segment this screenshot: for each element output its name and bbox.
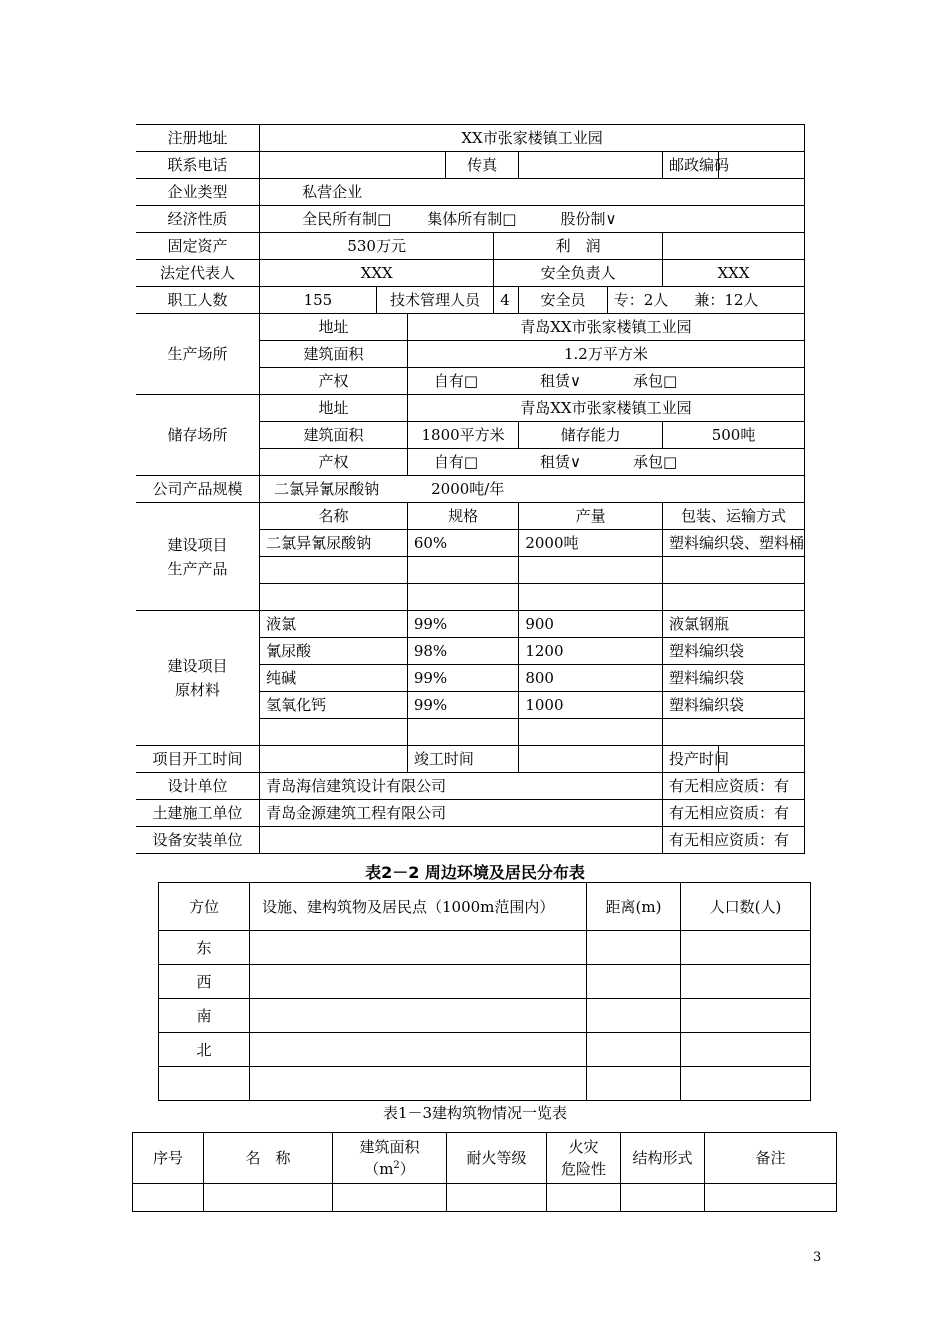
enterprise-info-table: [136, 124, 805, 854]
empty-cell: [519, 719, 663, 746]
material-spec: 99%: [407, 692, 519, 719]
staff-label: 职工人数: [136, 287, 260, 314]
col-area-header: [333, 1133, 447, 1184]
safety-head-label: 安全负责人: [494, 260, 663, 287]
install-qualification: 有无相应资质：有: [663, 827, 805, 854]
empty-cell: [133, 1184, 204, 1212]
fax-value: [519, 152, 663, 179]
legal-rep-value: XXX: [260, 260, 494, 287]
operation-time-value: [719, 746, 805, 773]
col-no-header: 序号: [133, 1133, 204, 1184]
col-area-unit: （m: [364, 1160, 394, 1178]
empty-cell: [407, 584, 519, 611]
empty-cell: [663, 557, 805, 584]
fax-label: 传真: [446, 152, 519, 179]
storage-property-label: 产权: [260, 449, 408, 476]
install-label: 设备安装单位: [136, 827, 260, 854]
col-output-header: 产量: [519, 503, 663, 530]
prod-lease: 租赁∨: [540, 372, 581, 390]
profit-label: 利 润: [494, 233, 663, 260]
material-amount: 900: [519, 611, 663, 638]
buildings-table: [132, 1132, 837, 1212]
prod-site-label: 生产场所: [136, 314, 260, 395]
finish-time-value: [519, 746, 663, 773]
empty-cell: [587, 931, 681, 965]
empty-cell: [663, 719, 805, 746]
prod-address-label: 地址: [260, 314, 408, 341]
empty-cell: [519, 584, 663, 611]
safety-head-value: XXX: [663, 260, 805, 287]
col-name-header: 名称: [260, 503, 408, 530]
prod-own: 自有□: [433, 372, 478, 390]
material-name: 纯碱: [260, 665, 408, 692]
install-unit: [260, 827, 663, 854]
company-type-label: 企业类型: [136, 179, 260, 206]
phone-value: [260, 152, 446, 179]
storage-own: 自有□: [433, 453, 478, 471]
col-distance-header: 距离(m): [587, 883, 681, 931]
material-amount: 800: [519, 665, 663, 692]
empty-cell: [705, 1184, 837, 1212]
product-output: 2000吨: [519, 530, 663, 557]
econ-option-state: 全民所有制□: [302, 210, 392, 228]
col-hazard-line2: 危险性: [560, 1160, 606, 1178]
postcode-label: 邮政编码: [663, 152, 719, 179]
products-label-line1: 建设项目: [167, 535, 228, 554]
col-structure-header: 结构形式: [621, 1133, 705, 1184]
page-number: 3: [813, 1250, 822, 1265]
scale-product: 二氯异氰尿酸钠: [274, 480, 380, 498]
design-unit: 青岛海信建筑设计有限公司: [260, 773, 663, 800]
phone-label: 联系电话: [136, 152, 260, 179]
start-time-label: 项目开工时间: [136, 746, 260, 773]
empty-cell: [250, 999, 587, 1033]
storage-address-value: 青岛XX市张家楼镇工业园: [407, 395, 804, 422]
prod-property-label: 产权: [260, 368, 408, 395]
operation-time-label: 投产时间: [663, 746, 719, 773]
col-area-close: ）: [399, 1160, 415, 1178]
empty-cell: [407, 719, 519, 746]
col-pack-header: 包装、运输方式: [663, 503, 805, 530]
material-amount: 1000: [519, 692, 663, 719]
empty-cell: [587, 999, 681, 1033]
materials-label-line2: 原材料: [175, 681, 221, 699]
material-amount: 1200: [519, 638, 663, 665]
tech-mgmt-label: 技术管理人员: [376, 287, 494, 314]
empty-cell: [681, 1067, 811, 1101]
storage-site-label: 储存场所: [136, 395, 260, 476]
empty-cell: [250, 931, 587, 965]
civil-qualification: 有无相应资质：有: [663, 800, 805, 827]
col-population-header: 人口数(人): [681, 883, 811, 931]
storage-capacity-value: 500吨: [663, 422, 805, 449]
direction-south: 南: [159, 999, 250, 1033]
product-name: 二氯异氰尿酸钠: [260, 530, 408, 557]
legal-rep-label: 法定代表人: [136, 260, 260, 287]
empty-cell: [621, 1184, 705, 1212]
econ-option-collective: 集体所有制□: [427, 210, 517, 228]
profit-value: [663, 233, 805, 260]
material-name: 液氯: [260, 611, 408, 638]
econ-nature-options: [260, 206, 805, 233]
material-name: 氢氧化钙: [260, 692, 408, 719]
materials-label: [136, 611, 260, 746]
col-area-sup: 2: [393, 1160, 400, 1171]
scale-amount: 2000吨/年: [431, 480, 505, 498]
storage-address-label: 地址: [260, 395, 408, 422]
col-spec-header: 规格: [407, 503, 519, 530]
products-label: [136, 503, 260, 611]
empty-cell: [547, 1184, 621, 1212]
material-pack: 塑料编织袋: [663, 692, 805, 719]
material-pack: 塑料编织袋: [663, 638, 805, 665]
table2-caption: 表2－2 周边环境及居民分布表: [365, 863, 585, 882]
storage-lease: 租赁∨: [540, 453, 581, 471]
postcode-value: [719, 152, 805, 179]
material-name: 氰尿酸: [260, 638, 408, 665]
storage-property-options: [407, 449, 804, 476]
safety-part-time: 兼：12人: [694, 291, 759, 309]
company-type-value: 私营企业: [260, 179, 805, 206]
empty-cell: [260, 584, 408, 611]
prod-area-label: 建筑面积: [260, 341, 408, 368]
material-spec: 98%: [407, 638, 519, 665]
material-pack: 塑料编织袋: [663, 665, 805, 692]
reg-address-label: 注册地址: [136, 125, 260, 152]
econ-option-share: 股份制∨: [560, 210, 617, 228]
empty-cell: [663, 584, 805, 611]
safety-officer-label: 安全员: [519, 287, 607, 314]
storage-contract: 承包□: [632, 453, 678, 471]
start-time-value: [260, 746, 408, 773]
civil-label: 土建施工单位: [136, 800, 260, 827]
empty-cell: [260, 719, 408, 746]
empty-cell: [250, 1033, 587, 1067]
storage-area-label: 建筑面积: [260, 422, 408, 449]
empty-cell: [681, 1033, 811, 1067]
empty-cell: [681, 965, 811, 999]
empty-cell: [587, 1033, 681, 1067]
material-spec: 99%: [407, 611, 519, 638]
col-name-header: 名 称: [204, 1133, 333, 1184]
scale-label: 公司产品规模: [136, 476, 260, 503]
staff-count: 155: [260, 287, 377, 314]
material-pack: 液氯钢瓶: [663, 611, 805, 638]
scale-value: [260, 476, 805, 503]
safety-officer-value: [607, 287, 804, 314]
products-label-line2: 生产产品: [167, 559, 228, 578]
reg-address-value: XX市张家楼镇工业园: [260, 125, 805, 152]
table3-caption: 表1－3建构筑物情况一览表: [382, 1104, 568, 1122]
prod-contract: 承包□: [632, 372, 678, 390]
product-pack: 塑料编织袋、塑料桶: [663, 530, 805, 557]
empty-cell: [260, 557, 408, 584]
empty-cell: [407, 557, 519, 584]
prod-area-value: 1.2万平方米: [407, 341, 804, 368]
direction-north: 北: [159, 1033, 250, 1067]
direction-east: 东: [159, 931, 250, 965]
fixed-assets-label: 固定资产: [136, 233, 260, 260]
surroundings-table: [158, 882, 811, 1101]
col-fire-header: 耐火等级: [447, 1133, 547, 1184]
empty-cell: [519, 557, 663, 584]
safety-full-time: 专：2人: [613, 291, 669, 309]
storage-area-value: 1800平方米: [407, 422, 519, 449]
col-hazard-header: [547, 1133, 621, 1184]
empty-cell: [159, 1067, 250, 1101]
storage-capacity-label: 储存能力: [519, 422, 663, 449]
empty-cell: [587, 1067, 681, 1101]
finish-time-label: 竣工时间: [407, 746, 519, 773]
empty-cell: [587, 965, 681, 999]
empty-cell: [447, 1184, 547, 1212]
econ-nature-label: 经济性质: [136, 206, 260, 233]
col-note-header: 备注: [705, 1133, 837, 1184]
material-spec: 99%: [407, 665, 519, 692]
col-hazard-line1: 火灾: [568, 1138, 599, 1156]
empty-cell: [333, 1184, 447, 1212]
col-direction-header: 方位: [159, 883, 250, 931]
design-label: 设计单位: [136, 773, 260, 800]
empty-cell: [250, 965, 587, 999]
civil-unit: 青岛金源建筑工程有限公司: [260, 800, 663, 827]
empty-cell: [681, 999, 811, 1033]
prod-address-value: 青岛XX市张家楼镇工业园: [407, 314, 804, 341]
product-spec: 60%: [407, 530, 519, 557]
empty-cell: [681, 931, 811, 965]
col-facility-header: 设施、建构筑物及居民点（1000m范围内）: [250, 883, 587, 931]
design-qualification: 有无相应资质：有: [663, 773, 805, 800]
tech-mgmt-count: 4: [494, 287, 519, 314]
fixed-assets-value: 530万元: [260, 233, 494, 260]
materials-label-line1: 建设项目: [167, 657, 228, 675]
empty-cell: [204, 1184, 333, 1212]
prod-property-options: [407, 368, 804, 395]
direction-west: 西: [159, 965, 250, 999]
empty-cell: [250, 1067, 587, 1101]
col-area-line1: 建筑面积: [359, 1138, 420, 1156]
